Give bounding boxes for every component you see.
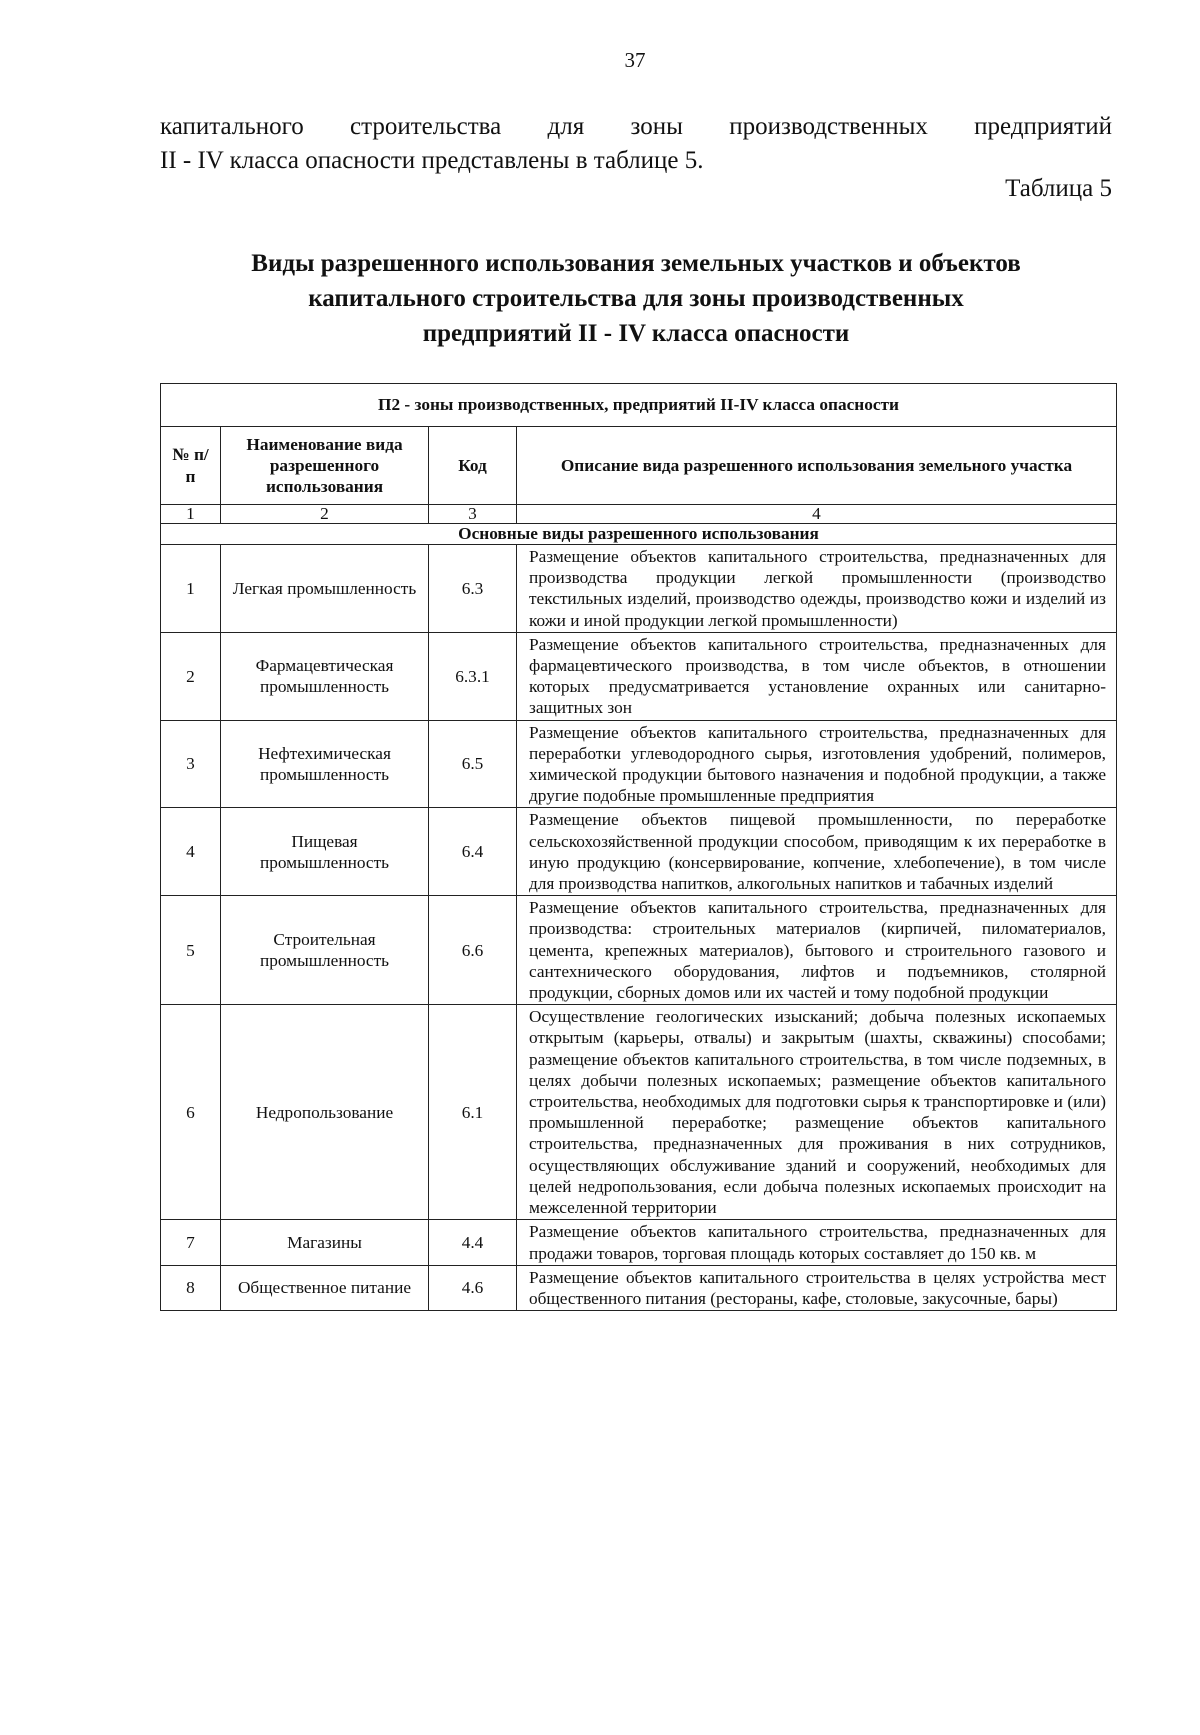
intro-line-1: капитального строительства для зоны производственных предприятий <box>160 113 1112 140</box>
row-name: Легкая промышленность <box>221 545 429 633</box>
table-label: Таблица 5 <box>1005 175 1112 202</box>
row-description: Размещение объектов капитального строительства, предназначенных для производства продукции легкой промышленности (производство текстильных изделий, производство одежды, производство кожи и изделий из кожи и иной продукции легкой промышленности) <box>517 545 1117 633</box>
column-number: 3 <box>429 505 517 524</box>
row-name: Магазины <box>221 1220 429 1265</box>
header-description: Описание вида разрешенного использования земельного участка <box>517 427 1117 505</box>
title-line-2: капитального строительства для зоны производственных <box>308 285 964 312</box>
row-description: Размещение объектов пищевой промышленности, по переработке сельскохозяйственной продукции способом, приводящим к их переработке в иную продукцию (консервирование, копчение, хлебопечение), в том числе для производства напитков, алкогольных напитков и табачных изделий <box>517 808 1117 896</box>
row-number: 2 <box>161 632 221 720</box>
row-name: Общественное питание <box>221 1265 429 1310</box>
intro-paragraph <box>160 110 1112 178</box>
row-code: 4.6 <box>429 1265 517 1310</box>
row-description: Осуществление геологических изысканий; добыча полезных ископаемых открытым (карьеры, отвалы) и закрытым (шахты, скважины) способами; размещение объектов капитального строительства, в том числе подземных, в целях добычи полезных ископаемых; размещение объектов капитального строительства, необходимых для подготовки сырья к транспортировке и (или) промышленной переработке; размещение объектов капитального строительства, предназначенных для проживания в них сотрудников, осуществляющих обслуживание зданий и сооружений, необходимых для целей недропользования, если добыча полезных ископаемых происходит на межселенной территории <box>517 1005 1117 1220</box>
title-line-1: Виды разрешенного использования земельных участков и объектов <box>251 250 1021 277</box>
header-num: № п/п <box>161 427 221 505</box>
column-number: 4 <box>517 505 1117 524</box>
row-description: Размещение объектов капитального строительства, предназначенных для фармацевтического производства, в том числе объектов, в отношении которых предусматривается установление охранных или санитарно-защитных зон <box>517 632 1117 720</box>
page-number: 37 <box>624 48 646 72</box>
table-row <box>161 896 1117 1005</box>
column-header-row <box>161 427 1117 505</box>
row-number: 8 <box>161 1265 221 1310</box>
row-number: 7 <box>161 1220 221 1265</box>
row-description: Размещение объектов капитального строительства, предназначенных для продажи товаров, торговая площадь которых составляет до 150 кв. м <box>517 1220 1117 1265</box>
row-number: 3 <box>161 720 221 808</box>
column-number: 2 <box>221 505 429 524</box>
column-number: 1 <box>161 505 221 524</box>
land-use-table <box>160 383 1117 1311</box>
row-number: 5 <box>161 896 221 1005</box>
zone-header-row <box>161 384 1117 427</box>
row-number: 6 <box>161 1005 221 1220</box>
row-number: 4 <box>161 808 221 896</box>
row-name: Строительная промышленность <box>221 896 429 1005</box>
section-header-row <box>161 524 1117 545</box>
section-title: Основные виды разрешенного использования <box>161 524 1117 545</box>
row-code: 6.3.1 <box>429 632 517 720</box>
table-row <box>161 545 1117 633</box>
row-code: 4.4 <box>429 1220 517 1265</box>
row-code: 6.5 <box>429 720 517 808</box>
row-name: Фармацевтическая промышленность <box>221 632 429 720</box>
header-code: Код <box>429 427 517 505</box>
table-row <box>161 1265 1117 1310</box>
row-code: 6.3 <box>429 545 517 633</box>
row-description: Размещение объектов капитального строительства, предназначенных для переработки углеводородного сырья, изготовления удобрений, полимеров, химической продукции бытового назначения и подобной продукции, а также другие подобные промышленные предприятия <box>517 720 1117 808</box>
table-row <box>161 632 1117 720</box>
row-name: Пищевая промышленность <box>221 808 429 896</box>
row-code: 6.4 <box>429 808 517 896</box>
row-code: 6.1 <box>429 1005 517 1220</box>
row-code: 6.6 <box>429 896 517 1005</box>
table-row <box>161 1005 1117 1220</box>
intro-line-2: II - IV класса опасности представлены в таблице 5. <box>160 147 704 174</box>
row-number: 1 <box>161 545 221 633</box>
row-name: Недропользование <box>221 1005 429 1220</box>
table-row <box>161 1220 1117 1265</box>
column-number-row <box>161 505 1117 524</box>
row-name: Нефтехимическая промышленность <box>221 720 429 808</box>
document-title <box>150 246 1122 351</box>
zone-header: П2 - зоны производственных, предприятий II-IV класса опасности <box>161 384 1117 427</box>
row-description: Размещение объектов капитального строительства, предназначенных для производства: строительных материалов (кирпичей, пиломатериалов, цемента, крепежных материалов), бытового и строительного газового и сантехнического оборудования, лифтов и подъемников, столярной продукции, сборных домов или их частей и тому подобной продукции <box>517 896 1117 1005</box>
title-line-3: предприятий II - IV класса опасности <box>422 320 850 347</box>
table-row <box>161 808 1117 896</box>
header-name: Наименование вида разрешенного использования <box>221 427 429 505</box>
row-description: Размещение объектов капитального строительства в целях устройства мест общественного питания (рестораны, кафе, столовые, закусочные, бары) <box>517 1265 1117 1310</box>
table-row <box>161 720 1117 808</box>
